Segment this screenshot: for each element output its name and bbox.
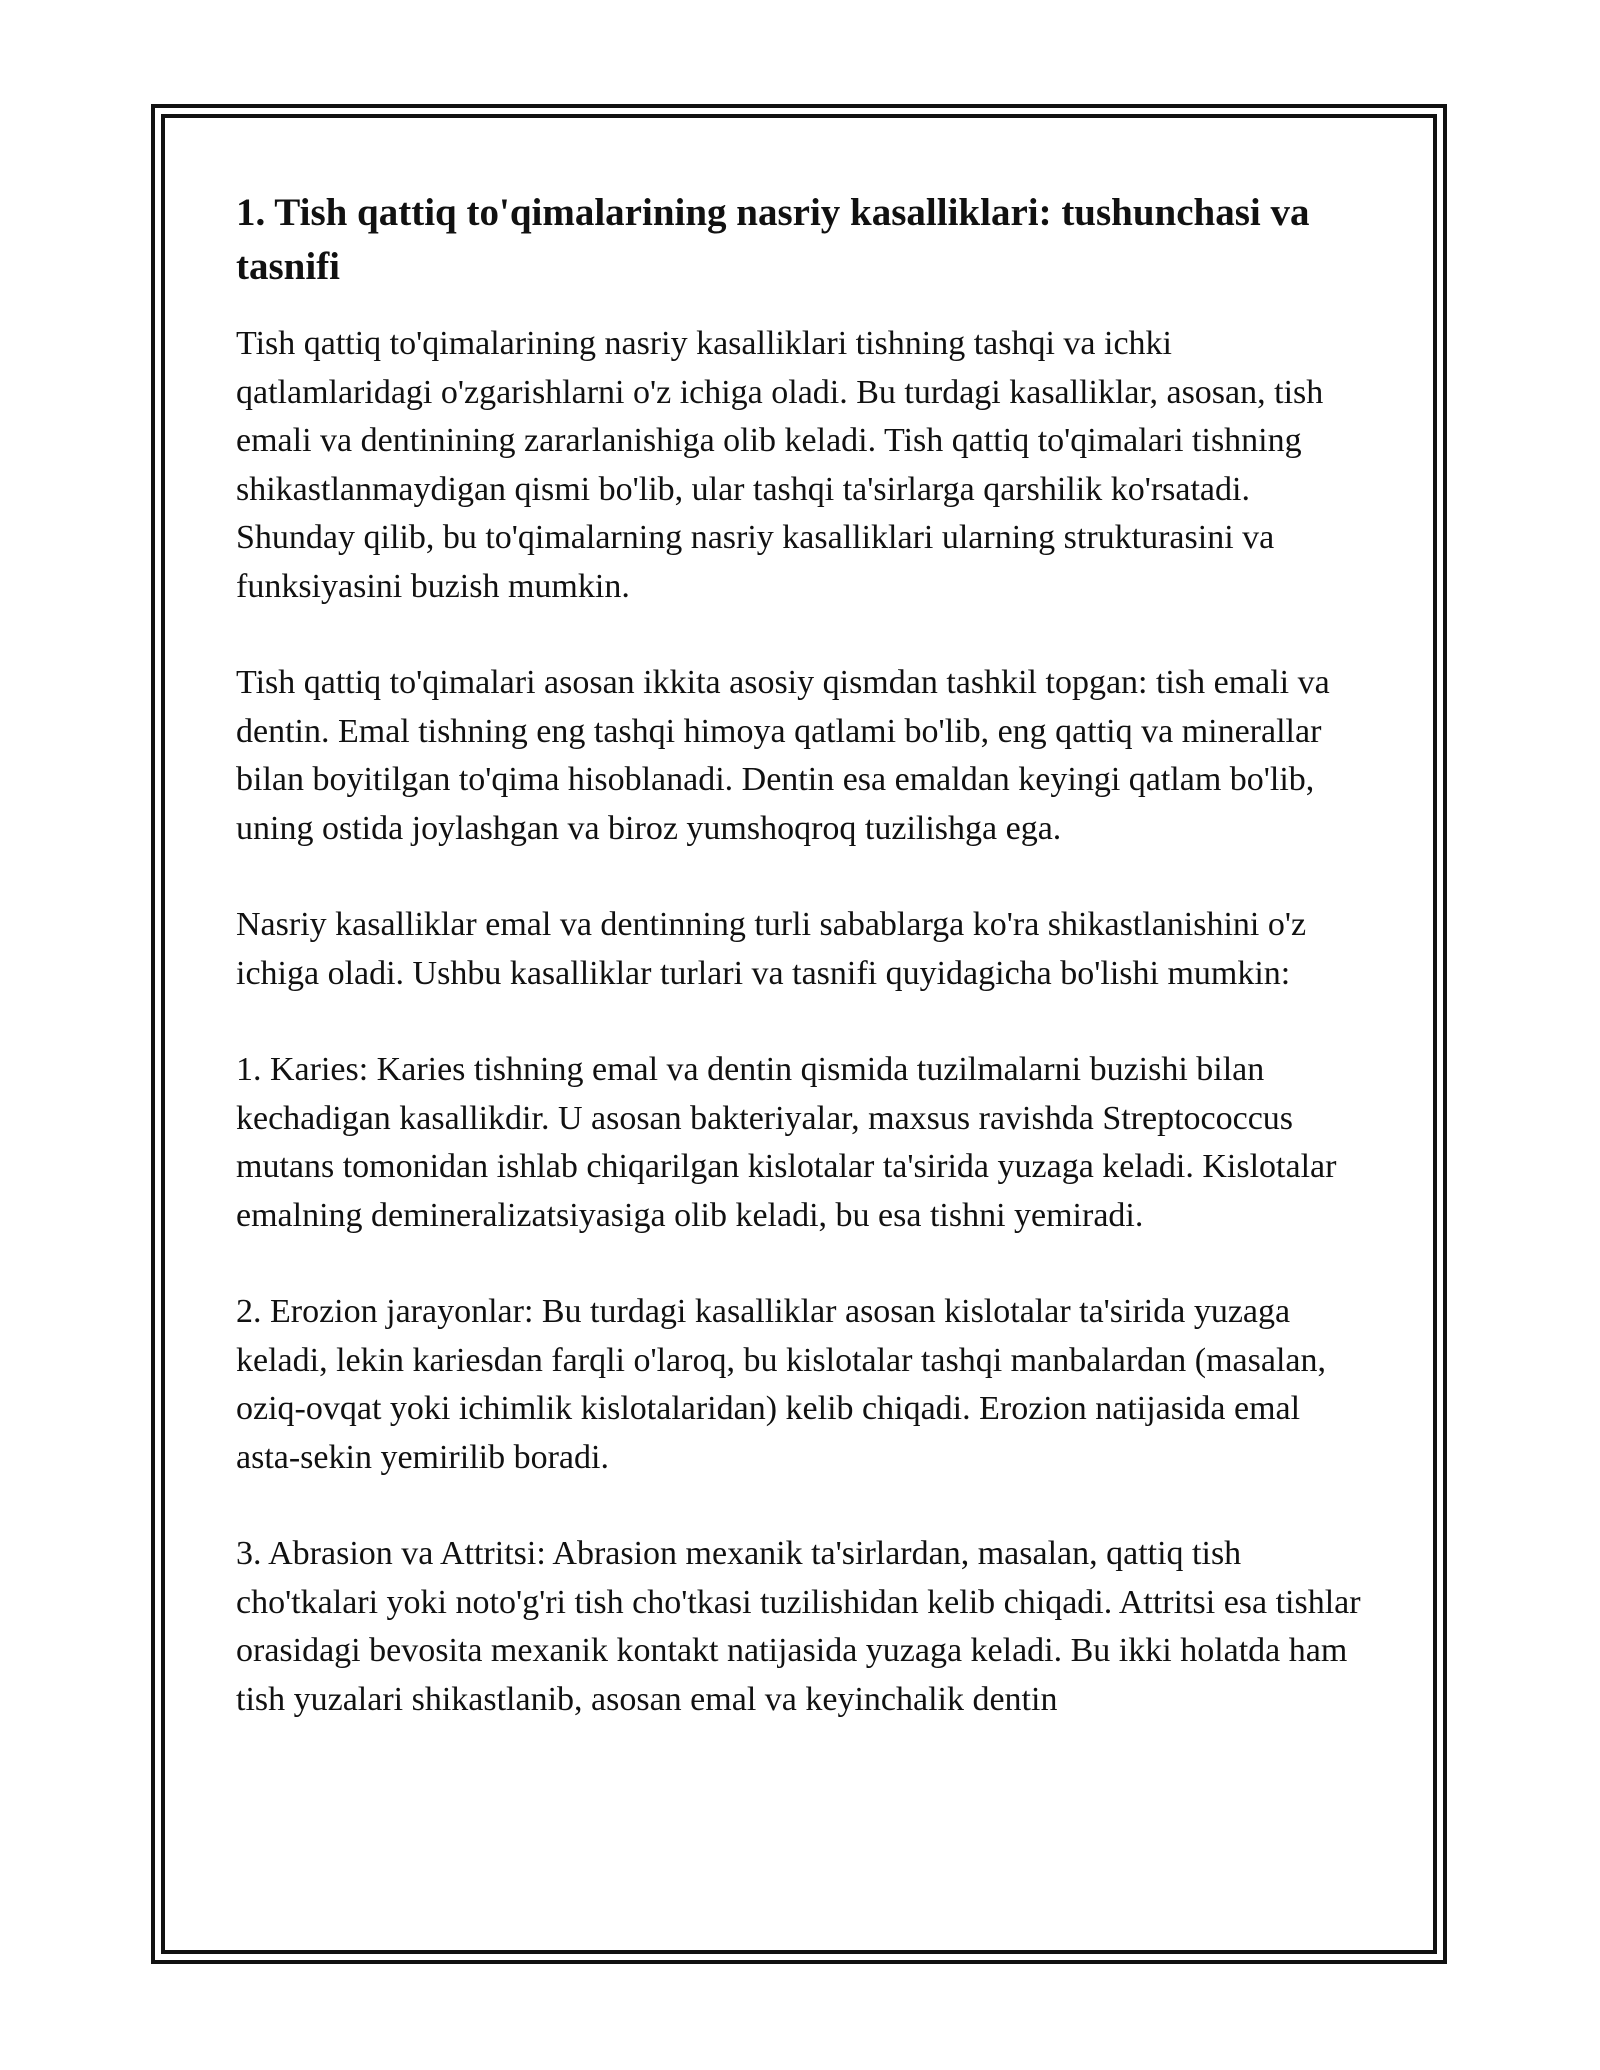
section-heading: 1. Tish qattiq to'qimalarining nasriy kasalliklari: tushunchasi va tasnifi [236,191,1310,288]
paragraph-intro: Tish qattiq to'qimalarining nasriy kasalliklari tishning tashqi va ichki qatlamlaridagi o'zgarishlarni o'z ichiga oladi. Bu turdagi kasalliklar, asosan, tish emali va dentinining zararlanishiga olib keladi. Tish qattiq to'qimalari tishning shikastlanmaydigan qismi bo'lib, ular tashqi ta'sirlarga qarshilik ko'rsatadi. Shunday qilib, bu to'qimalarning nasriy kasalliklari ularning strukturasini va funksiyasini buzish mumkin. [236,325,1324,605]
list-item-caries: 1. Karies: Karies tishning emal va dentin qismida tuzilmalarni buzishi bilan kechadigan kasallikdir. U asosan bakteriyalar, maxsus ravishda Streptococcus mutans tomonidan ishlab chiqarilgan kislotalar ta'sirida yuzaga keladi. Kislotalar emalning demineralizatsiyasiga olib keladi, bu esa tishni yemiradi. [236,1051,1337,1234]
list-item-erosion: 2. Erozion jarayonlar: Bu turdagi kasalliklar asosan kislotalar ta'sirida yuzaga keladi, lekin kariesdan farqli o'laroq, bu kislotalar tashqi manbalardan (masalan, oziq-ovqat yoki ichimlik kislotalaridan) kelib chiqadi. Erozion natijasida emal asta-sekin yemirilib boradi. [236,1293,1326,1476]
document-body [236,186,1366,1772]
paragraph-structure: Tish qattiq to'qimalari asosan ikkita asosiy qismdan tashkil topgan: tish emali va dentin. Emal tishning eng tashqi himoya qatlami bo'lib, eng qattiq va minerallar bilan boyitilgan to'qima hisoblanadi. Dentin esa emaldan keyingi qatlam bo'lib, uning ostida joylashgan va biroz yumshoqroq tuzilishga ega. [236,664,1330,847]
list-item-abrasion: 3. Abrasion va Attritsi: Abrasion mexanik ta'sirlardan, masalan, qattiq tish cho'tkalari yoki noto'g'ri tish cho'tkasi tuzilishidan kelib chiqadi. Attritsi esa tishlar orasidagi bevosita mexanik kontakt natijasida yuzaga keladi. Bu ikki holatda ham tish yuzalari shikastlanib, asosan emal va keyinchalik dentin [236,1535,1361,1718]
paragraph-classification: Nasriy kasalliklar emal va dentinning turli sabablarga ko'ra shikastlanishini o'z ichiga oladi. Ushbu kasalliklar turlari va tasnifi quyidagicha bo'lishi mumkin: [236,906,1307,992]
